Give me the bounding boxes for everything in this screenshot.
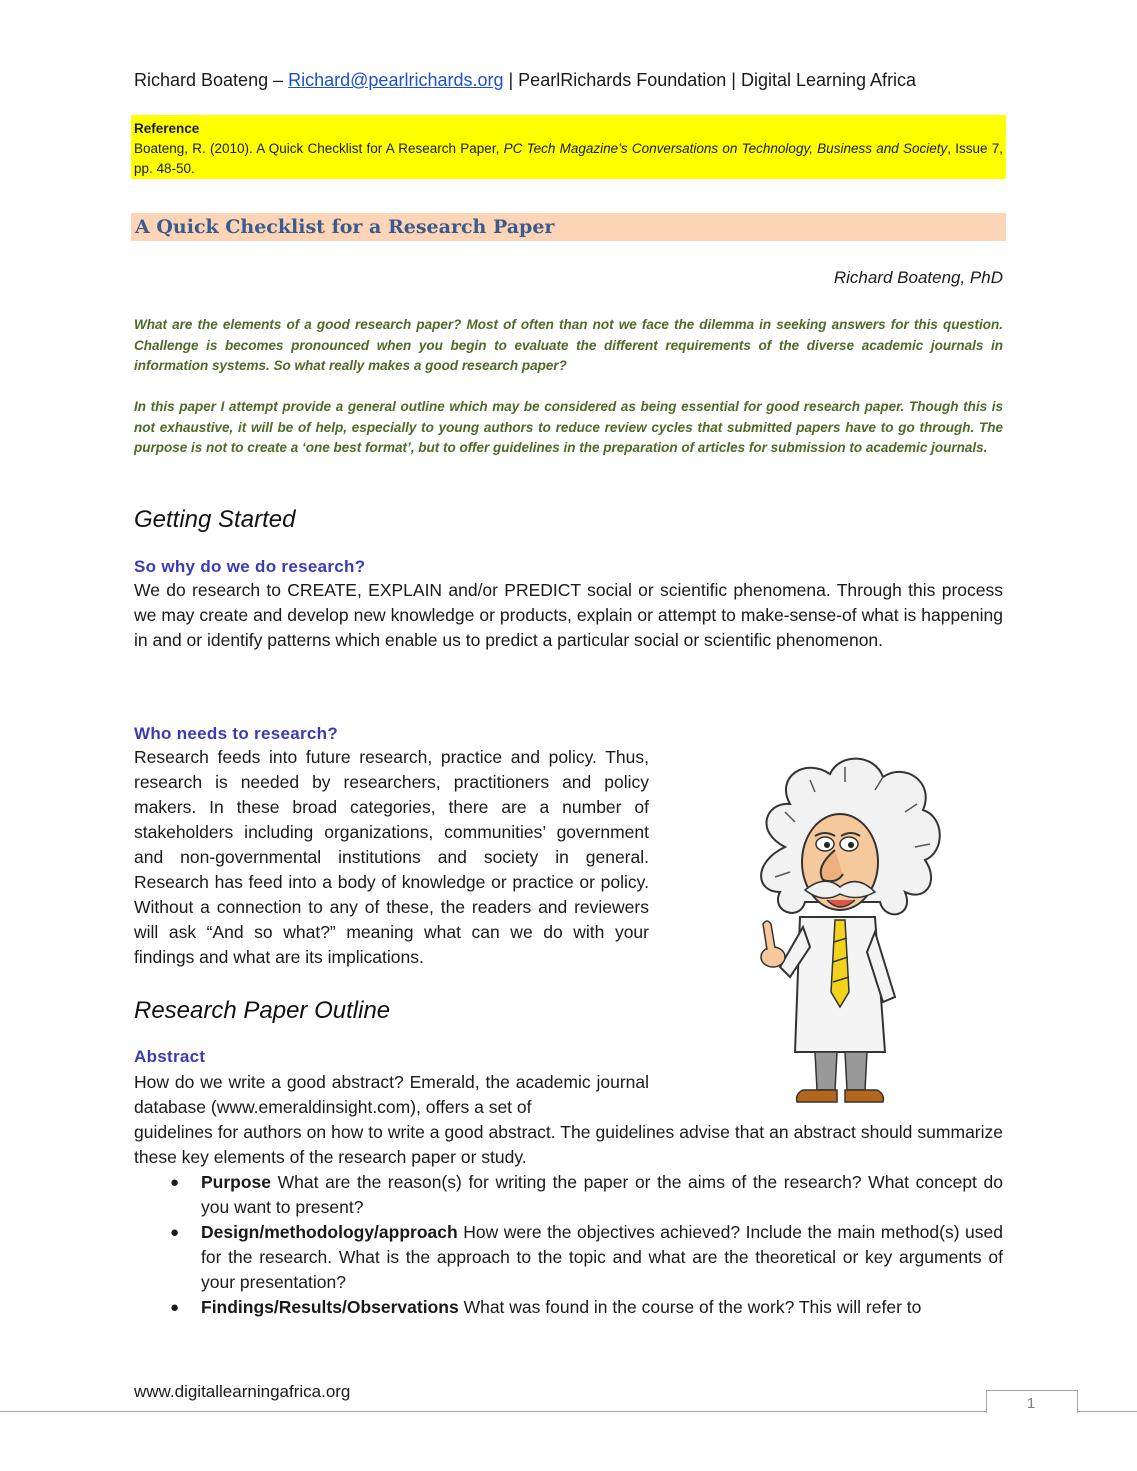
list-item <box>134 1220 1003 1295</box>
citation-tail: , Issue 7, pp. 48-50. <box>134 141 1003 176</box>
header-email-link[interactable]: Richard@pearlrichards.org <box>288 70 504 90</box>
abstract-intro-text-a: How do we write a good abstract? Emerald, the academic journal database (www.emeraldinsight.com), offers a set of <box>134 1072 649 1117</box>
list-item <box>134 1295 1003 1320</box>
scientist-cartoon-illustration <box>745 752 950 1108</box>
page-header <box>134 68 1014 92</box>
subheading-who-needs-research: Who needs to research? <box>134 724 339 743</box>
bullet-text: How were the objectives achieved? Include the main method(s) used for the research. What is the approach to the topic and what are the theoretical or key arguments of your presentation? <box>201 1222 1003 1292</box>
section-heading-research-paper-outline: Research Paper Outline <box>134 997 391 1024</box>
bullet-text: What was found in the course of the work? This will refer to <box>458 1297 922 1317</box>
bullet-dot-icon: ● <box>170 1299 180 1316</box>
subheading-why-research: So why do we do research? <box>134 557 366 576</box>
citation-journal: PC Tech Magazine’s Conversations on Technology, Business and Society <box>503 141 948 156</box>
subheading-abstract: Abstract <box>134 1047 206 1066</box>
header-author: Richard Boateng – <box>134 70 284 90</box>
bullet-text: What are the reason(s) for writing the paper or the aims of the research? What concept do you want to present? <box>201 1172 1003 1217</box>
intro-paragraph-2: In this paper I attempt provide a general outline which may be considered as being essential for good research paper. Though this is not exhaustive, it will be of help, especially to young authors to reduce review cycles that submitted papers have to go through. The purpose is not to create a ‘one best format’, but to offer guidelines in the preparation of articles for submission to academic journals. <box>134 399 1003 455</box>
page-title: A Quick Checklist for a Research Paper <box>131 213 1006 241</box>
bullet-term: Design/methodology/approach <box>201 1222 458 1242</box>
citation-plain: Boateng, R. (2010). A Quick Checklist for A Research Paper, <box>134 141 500 156</box>
header-org: | PearlRichards Foundation | Digital Learning Africa <box>508 70 917 90</box>
reference-box <box>131 115 1006 179</box>
why-research-text: We do research to CREATE, EXPLAIN and/or PREDICT social or scientific phenomena. Through this process we may create and develop new knowledge or products, explain or attempt to make-sense-of what is happening in and or identify patterns which enable us to predict a particular social or scientific phenomenon. <box>134 580 1003 650</box>
bullet-term: Findings/Results/Observations <box>201 1297 459 1317</box>
footer-url: www.digitallearningafrica.org <box>134 1382 351 1401</box>
bullet-dot-icon: ● <box>170 1174 180 1191</box>
byline: Richard Boateng, PhD <box>833 268 1003 287</box>
who-needs-research-text: Research feeds into future research, practice and policy. Thus, research is needed by researchers, practitioners and policy makers. In these broad categories, there are a number of stakeholders including organizations, communities’ government and non-governmental institutions and society in general. Research has feed into a body of knowledge or practice or policy. Without a connection to any of these, the readers and reviewers will ask “And so what?” meaning what can we do with your findings and what are its implications. <box>134 747 649 967</box>
reference-label: Reference <box>134 121 200 136</box>
abstract-elements-list <box>134 1170 1003 1320</box>
intro-paragraph-1: What are the elements of a good research paper? Most of often than not we face the dilemma in seeking answers for this question. Challenge is becomes pronounced when you begin to evaluate the different requirements of the diverse academic journals in information systems. So what really makes a good research paper? <box>134 317 1003 373</box>
bullet-term: Purpose <box>201 1172 272 1192</box>
reference-citation <box>134 141 1003 176</box>
list-item <box>134 1170 1003 1220</box>
footer-divider <box>0 1411 1137 1412</box>
section-heading-getting-started: Getting Started <box>134 506 296 533</box>
abstract-intro-text-b: guidelines for authors on how to write a good abstract. The guidelines advise that an abstract should summarize these key elements of the research paper or study. <box>134 1122 1003 1167</box>
bullet-dot-icon: ● <box>170 1224 180 1241</box>
page-number: 1 <box>1026 1395 1036 1412</box>
